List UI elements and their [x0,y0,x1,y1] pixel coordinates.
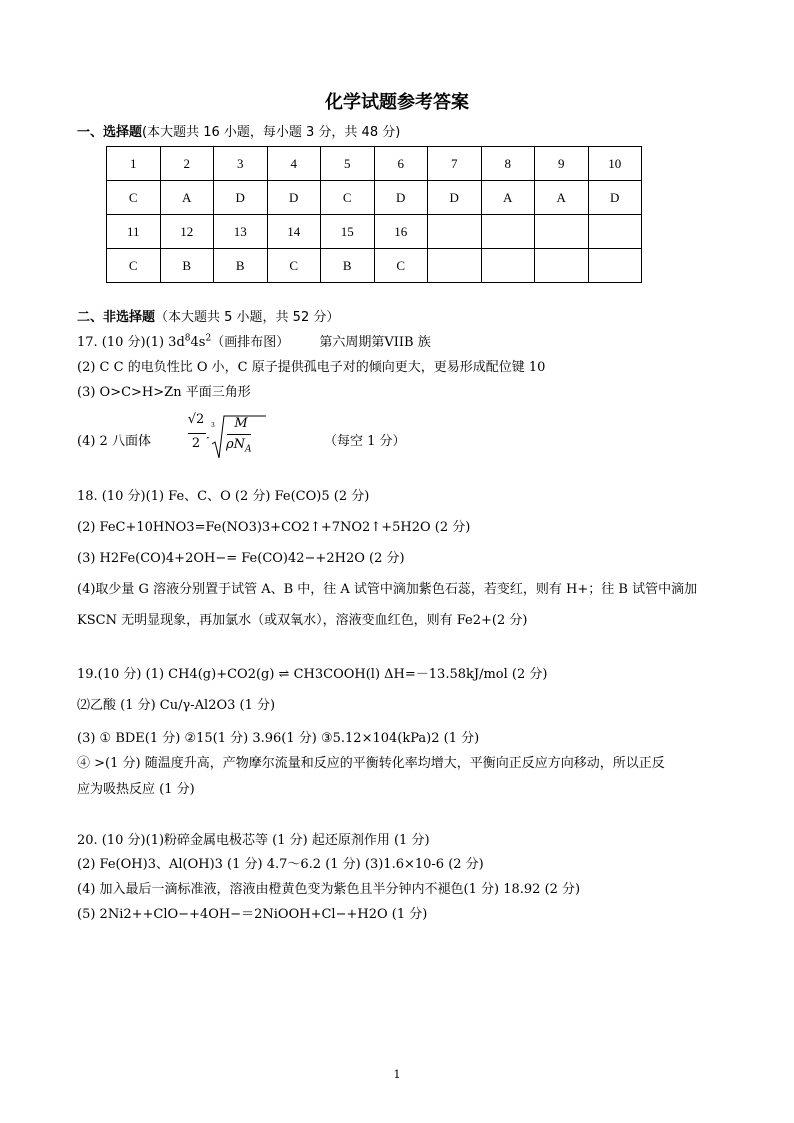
table-cell: A [160,181,214,215]
q17-line4: (4) 2 八面体 [77,434,151,449]
q19-line4: ④ >(1 分) 随温度升高，产物摩尔流量和反应的平衡转化率均增大，平衡向正反应方向移动，所以正反 [77,756,665,771]
q20-line3: (4) 加入最后一滴标准液，溶液由橙黄色变为紫色且半分钟内不褪色(1 分) 18.92 (2 分) [77,882,581,897]
page-title: 化学试题参考答案 [325,92,469,113]
q18-line4: (4)取少量 G 溶液分别置于试管 A、B 中，往 A 试管中滴加紫色石蕊，若变红，则有 H+；往 B 试管中滴加 [77,582,698,597]
table-cell: 2 [160,147,214,181]
q19-line2: ⑵乙酸 (1 分) Cu/γ-Al2O3 (1 分) [77,698,276,713]
table-cell: 6 [374,147,428,181]
answer-table [106,146,642,283]
q18-line1: 18. (10 分)(1) Fe、C、O (2 分) Fe(CO)5 (2 分) [77,489,370,504]
table-cell: C [374,249,428,283]
table-cell: D [267,181,321,215]
q17-formula [186,412,266,462]
table-cell: C [267,249,321,283]
formula-rhoN [226,437,252,455]
q20-line2: (2) Fe(OH)3、Al(OH)3 (1 分) 4.7～6.2 (1 分) (3)1.6×10-6 (2 分) [77,857,484,872]
formula-A: A [245,444,252,455]
table-cell: A [481,181,535,215]
q17-part1: 17. (10 分)(1) 3d [77,335,185,350]
section2-note: （本大题共 5 小题，共 52 分） [155,310,340,325]
table-cell: A [535,181,589,215]
table-cell [588,249,642,283]
fraction-bar [188,433,206,434]
table-cell [535,249,589,283]
table-cell: 5 [321,147,375,181]
table-cell: 15 [321,215,375,249]
section1-heading: 一、选择题 [77,125,143,140]
formula-dot: · [206,431,210,445]
table-cell: D [374,181,428,215]
table-cell [481,215,535,249]
q20-line1: 20. (10 分)(1)粉碎金属电极芯等 (1 分) 起还原剂作用 (1 分) [77,833,430,848]
table-cell [481,249,535,283]
table-cell: 12 [160,215,214,249]
table-row [107,249,642,283]
q17-sup1: 8 [184,333,191,344]
table-row [107,147,642,181]
table-cell: B [214,249,268,283]
q18-line2: (2) FeC+10HNO3=Fe(NO3)3+CO2↑+7NO2↑+5H2O (2 分) [77,520,471,535]
page-number: 1 [393,1068,401,1081]
formula-M: M [234,416,248,431]
table-cell: 14 [267,215,321,249]
q17-note: （每空 1 分） [324,434,406,449]
formula-root-index: 3 [211,422,215,429]
table-cell [428,215,482,249]
table-cell: 9 [535,147,589,181]
table-cell: 11 [107,215,161,249]
table-row [107,215,642,249]
q17-part3: （画排布图） [211,335,290,350]
q18-line3: (3) H2Fe(CO)4+2OH−= Fe(CO)42−+2H2O (2 分) [77,551,405,566]
q18-line5: KSCN 无明显现象，再加氯水（或双氧水），溶液变血红色，则有 Fe2+(2 分) [77,613,528,628]
section2-heading: 二、非选择题 [77,310,156,325]
q17-sup2: 2 [205,333,212,344]
table-cell: B [160,249,214,283]
formula-denominator: 2 [191,436,201,451]
table-cell: 7 [428,147,482,181]
q19-line5: 应为吸热反应 (1 分) [77,782,195,797]
q19-line1: 19.(10 分) (1) CH4(g)+CO2(g) ⇌ CH3COOH(l) ΔH=－13.58kJ/mol (2 分) [77,667,548,682]
table-cell [535,215,589,249]
section2-header [77,306,339,325]
section1-note: (本大题共 16 小题，每小题 3 分，共 48 分) [142,125,401,140]
table-cell: 3 [214,147,268,181]
q17-line2: (2) C C 的电负性比 O 小，C 原子提供孤电子对的倾向更大，更易形成配位键 10 [77,360,546,375]
q17-line3: (3) O>C>H>Zn 平面三角形 [77,385,251,400]
q17-line1 [77,331,431,350]
table-cell: D [428,181,482,215]
table-cell [428,249,482,283]
inner-fraction-bar [227,434,251,435]
table-cell: 13 [214,215,268,249]
table-cell: 4 [267,147,321,181]
table-cell: C [107,181,161,215]
q17-part2: 4s [190,335,206,350]
table-cell: D [588,181,642,215]
section1-header [77,121,400,140]
q17-period-group: 第六周期第VIIB 族 [319,335,431,350]
table-cell: C [321,181,375,215]
table-cell: C [107,249,161,283]
table-cell: 1 [107,147,161,181]
formula-rho: ρN [226,437,246,452]
table-cell: B [321,249,375,283]
table-cell [588,215,642,249]
table-cell: D [214,181,268,215]
formula-numerator: √2 [187,412,205,427]
table-cell: 8 [481,147,535,181]
table-cell: 16 [374,215,428,249]
q20-line4: (5) 2Ni2++ClO−+4OH−＝2NiOOH+Cl−+H2O (1 分) [77,907,428,922]
q19-line3: (3) ① BDE(1 分) ②15(1 分) 3.96(1 分) ③5.12×104(kPa)2 (1 分) [77,731,480,746]
table-cell: 10 [588,147,642,181]
table-row [107,181,642,215]
